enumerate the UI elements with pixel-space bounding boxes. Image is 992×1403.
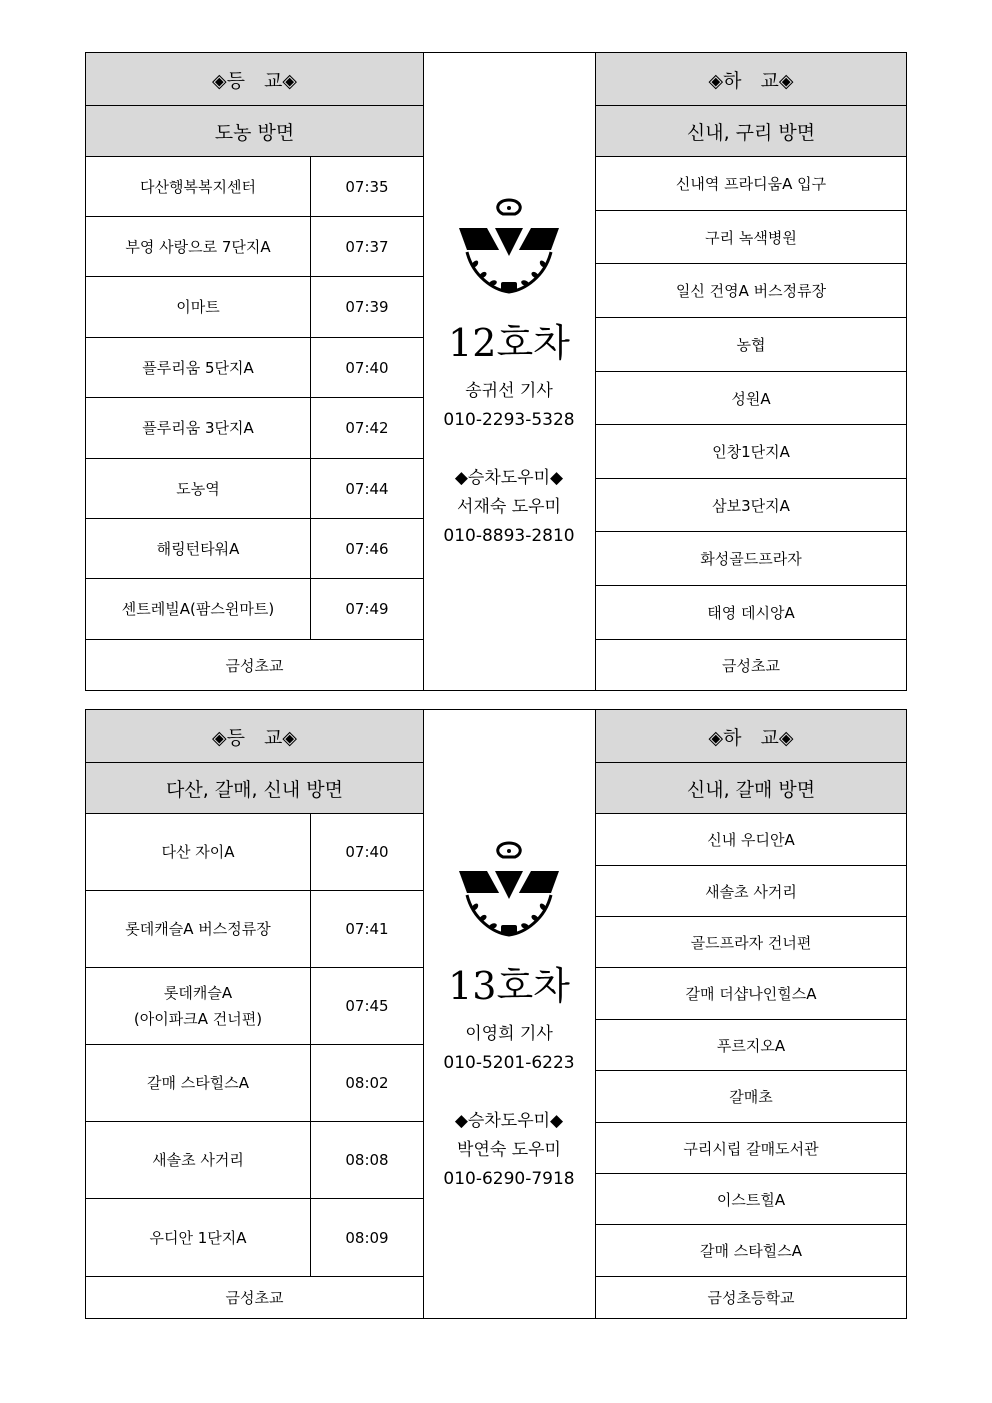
- destination: 금성초교: [225, 656, 284, 675]
- assistant-name: 서재숙 도우미: [457, 497, 561, 517]
- stop-time: 07:44: [345, 479, 389, 498]
- table-row: [86, 459, 423, 519]
- list-item: 신내 우디안A: [596, 814, 906, 866]
- list-item: 구리시립 갈매도서관: [596, 1123, 906, 1174]
- table-row: [86, 1045, 423, 1122]
- stop-name: 새솔초 사거리: [86, 1122, 311, 1198]
- list-item: 갈매 스타힐스A: [596, 1225, 906, 1277]
- table-row: [86, 277, 423, 338]
- driver-phone: 010-2293-5328: [443, 410, 575, 430]
- list-item: 새솔초 사거리: [596, 866, 906, 917]
- stop-name: 도농역: [86, 459, 311, 518]
- table-row: [86, 579, 423, 640]
- morning-direction: 다산, 갈매, 신내 방면: [86, 763, 423, 814]
- assistant-title: ◆승차도우미◆: [454, 468, 564, 488]
- table-row: [86, 217, 423, 277]
- destination: 금성초등학교: [707, 1289, 795, 1307]
- stop-name: 이마트: [86, 277, 311, 337]
- morning-column: [86, 53, 424, 690]
- stop-name: 센트레빌A(팜스윈마트): [86, 579, 311, 639]
- stop-time: 07:40: [345, 358, 389, 377]
- driver-name: 송귀선 기사: [465, 381, 553, 401]
- table-row: [86, 338, 423, 398]
- stop-name: 갈매 스타힐스A: [86, 1045, 311, 1121]
- morning-title: ◈등 교◈: [86, 710, 423, 763]
- table-row: [86, 519, 423, 579]
- list-item: 골드프라자 건너편: [596, 917, 906, 968]
- stop-time: 07:41: [345, 920, 389, 938]
- destination: 금성초교: [722, 656, 780, 675]
- bus-13-schedule: [85, 709, 907, 1319]
- table-row: [86, 968, 423, 1045]
- stop-time: 07:49: [345, 600, 389, 618]
- afternoon-column: [595, 710, 906, 1318]
- table-row: [86, 891, 423, 968]
- afternoon-title: ◈하 교◈: [596, 53, 906, 106]
- table-row: [86, 814, 423, 891]
- afternoon-direction: 신내, 갈매 방면: [596, 763, 906, 814]
- stop-time: 08:09: [345, 1228, 389, 1247]
- bus-number: 12호차: [448, 321, 570, 365]
- destination: 금성초교: [225, 1289, 284, 1307]
- list-item: 일신 건영A 버스정류장: [596, 264, 906, 318]
- list-item: 갈매 더샵나인힐스A: [596, 968, 906, 1020]
- stop-name: 부영 사랑으로 7단지A: [86, 217, 311, 276]
- driver-name: 이영희 기사: [465, 1024, 553, 1044]
- afternoon-title: ◈하 교◈: [596, 710, 906, 763]
- table-row: [86, 398, 423, 459]
- list-item: 성원A: [596, 372, 906, 425]
- list-item: 구리 녹색병원: [596, 211, 906, 264]
- driver-phone: 010-5201-6223: [443, 1053, 575, 1073]
- morning-column: [86, 710, 424, 1318]
- assistant-phone: 010-6290-7918: [443, 1169, 575, 1189]
- table-row: [86, 1122, 423, 1199]
- stop-name: 롯데캐슬A 버스정류장: [86, 891, 311, 967]
- assistant-name: 박연숙 도우미: [457, 1140, 561, 1160]
- stop-name: 우디안 1단지A: [86, 1199, 311, 1276]
- afternoon-direction: 신내, 구리 방면: [596, 106, 906, 157]
- stop-name: 해링턴타워A: [86, 519, 311, 578]
- school-emblem-icon: [453, 841, 565, 941]
- bus-12-schedule: [85, 52, 907, 691]
- list-item: 삼보3단지A: [596, 479, 906, 532]
- afternoon-column: [595, 53, 906, 690]
- stop-name: [86, 968, 311, 1044]
- morning-direction: 도농 방면: [86, 106, 423, 157]
- stop-time: 07:42: [345, 419, 389, 437]
- bus-info: [423, 710, 595, 1318]
- stop-time: 08:02: [345, 1074, 389, 1092]
- list-item: 푸르지오A: [596, 1020, 906, 1071]
- stop-name-line2: (아이파크A 건너편): [133, 1010, 263, 1028]
- stop-time: 07:46: [345, 539, 389, 558]
- assistant-title: ◆승차도우미◆: [454, 1111, 564, 1131]
- list-item: 농협: [596, 318, 906, 372]
- list-item: 신내역 프라디움A 입구: [596, 157, 906, 211]
- assistant-phone: 010-8893-2810: [443, 526, 575, 546]
- morning-title: ◈등 교◈: [86, 53, 423, 106]
- stop-time: 07:45: [345, 997, 389, 1015]
- stop-name: 다산 자이A: [86, 814, 311, 890]
- list-item: 이스트힐A: [596, 1174, 906, 1225]
- list-item: 화성골드프라자: [596, 532, 906, 586]
- stop-name: 플루리움 3단지A: [86, 398, 311, 458]
- table-row: [86, 1199, 423, 1277]
- stop-time: 07:40: [345, 843, 389, 861]
- bus-info: [423, 53, 595, 690]
- stop-name: 다산행복복지센터: [86, 157, 311, 216]
- table-row: [86, 157, 423, 217]
- list-item: 갈매초: [596, 1071, 906, 1123]
- bus-number: 13호차: [448, 964, 570, 1008]
- school-emblem-icon: [453, 198, 565, 298]
- stop-name-line1: 롯데캐슬A: [163, 984, 233, 1002]
- list-item: 인창1단지A: [596, 425, 906, 479]
- list-item: 태영 데시앙A: [596, 586, 906, 640]
- stop-time: 07:39: [345, 298, 389, 316]
- stop-time: 07:37: [345, 237, 389, 256]
- stop-time: 08:08: [345, 1151, 389, 1169]
- stop-name: 플루리움 5단지A: [86, 338, 311, 397]
- stop-time: 07:35: [345, 177, 389, 196]
